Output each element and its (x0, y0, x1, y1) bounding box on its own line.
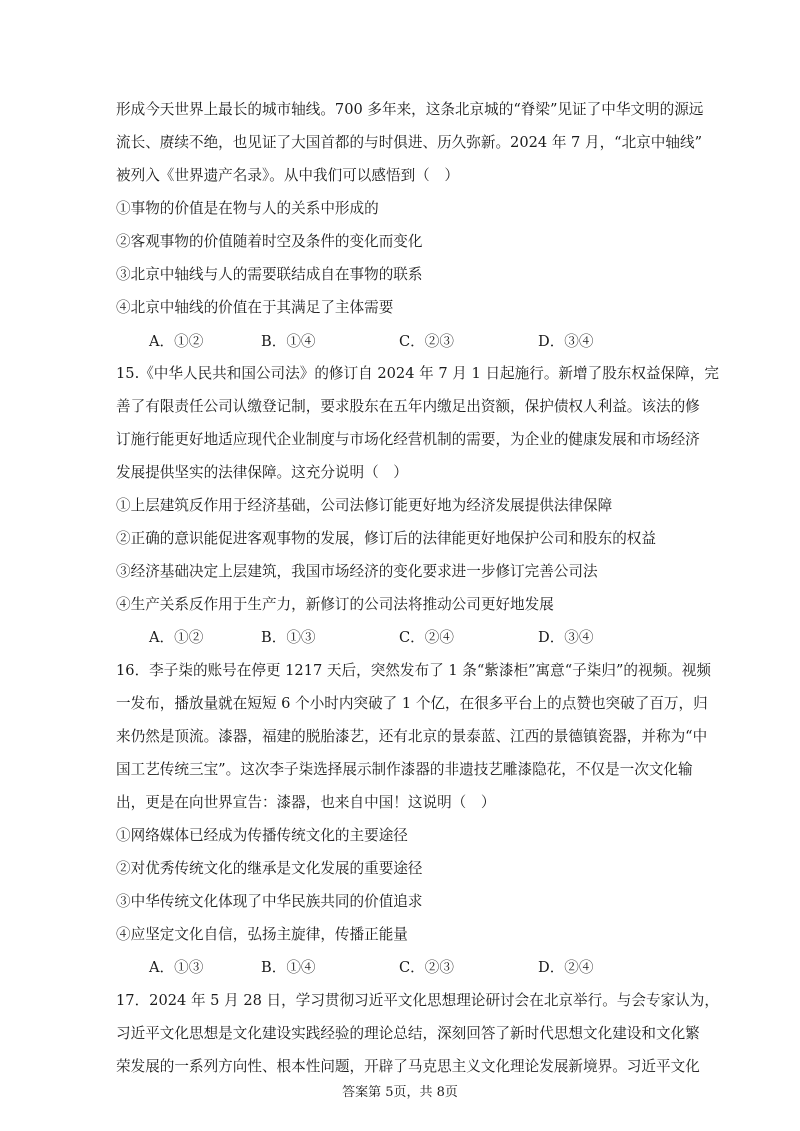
q16-line-5: 出，更是在向世界宣告：漆器，也来自中国！这说明（ ） (116, 794, 496, 811)
q14-statement-2: ②客观事物的价值随着时空及条件的变化而变化 (116, 233, 423, 250)
q16-statement-3: ③中华传统文化体现了中华民族共同的价值追求 (116, 893, 423, 910)
q15-option-c: C．②④ (399, 629, 454, 646)
q16-option-c: C．②③ (399, 959, 454, 976)
q15-line-1: 15.《中华人民共和国公司法》的修订自 2024 年 7 月 1 日起施行。新增了股东权益保障，完 (116, 365, 719, 382)
q16-option-d: D．②④ (538, 959, 594, 976)
page-footer: 答案第 5页，共 8页 (342, 1085, 458, 1100)
q14-line-2: 流长、赓续不绝，也见证了大国首都的与时俱进、历久弥新。2024 年 7 月，“北京中轴线” (116, 134, 703, 151)
q14-statement-4: ④北京中轴线的价值在于其满足了主体需要 (116, 299, 394, 316)
q14-option-a: A．①② (149, 333, 204, 350)
q17-line-2: 习近平文化思想是文化建设实践经验的理论总结，深刻回答了新时代思想文化建设和文化繁 (116, 1025, 700, 1042)
q14-option-b: B．①④ (261, 333, 316, 350)
q15-statement-2: ②正确的意识能促进客观事物的发展，修订后的法律能更好地保护公司和股东的权益 (116, 530, 656, 547)
q14-option-d: D．③④ (538, 333, 594, 350)
q16-line-3: 来仍然是顶流。漆器，福建的脱胎漆艺，还有北京的景泰蓝、江西的景德镇瓷器，并称为“中 (116, 728, 708, 745)
q14-statement-1: ①事物的价值是在物与人的关系中形成的 (116, 200, 379, 217)
q15-statement-3: ③经济基础决定上层建筑，我国市场经济的变化要求进一步修订完善公司法 (116, 563, 598, 580)
q15-line-2: 善了有限责任公司认缴登记制，要求股东在五年内缴足出资额，保护债权人利益。该法的修 (116, 398, 700, 415)
q14-line-1: 形成今天世界上最长的城市轴线。700 多年来，这条北京城的“脊梁”见证了中华文明的源远 (116, 101, 704, 118)
q15-statement-1: ①上层建筑反作用于经济基础，公司法修订能更好地为经济发展提供法律保障 (116, 497, 613, 514)
q14-statement-3: ③北京中轴线与人的需要联结成自在事物的联系 (116, 266, 423, 283)
q16-option-a: A．①③ (149, 959, 204, 976)
q15-line-3: 订施行能更好地适应现代企业制度与市场化经营机制的需要，为企业的健康发展和市场经济 (116, 431, 700, 448)
q16-line-4: 国工艺传统三宝”。这次李子柒选择展示制作漆器的非遗技艺雕漆隐花，不仅是一次文化输 (116, 761, 693, 778)
q15-option-a: A．①② (149, 629, 204, 646)
q15-option-d: D．③④ (538, 629, 594, 646)
q16-statement-4: ④应坚定文化自信，弘扬主旋律，传播正能量 (116, 926, 408, 943)
q17-line-1: 17．2024 年 5 月 28 日，学习贯彻习近平文化思想理论研讨会在北京举行。与会专家认为， (116, 992, 719, 1009)
q16-option-b: B．①④ (261, 959, 316, 976)
q16-statement-2: ②对优秀传统文化的继承是文化发展的重要途径 (116, 860, 423, 877)
q16-line-1: 16．李子柒的账号在停更 1217 天后，突然发布了 1 条“紫漆柜”寓意“子柒归”的视频。视频 (116, 662, 711, 679)
q16-line-2: 一发布，播放量就在短短 6 个小时内突破了 1 个亿，在很多平台上的点赞也突破了百万，归 (116, 695, 708, 712)
q14-line-3: 被列入《世界遗产名录》。从中我们可以感悟到（ ） (116, 167, 459, 184)
q15-option-b: B．①③ (261, 629, 316, 646)
q15-statement-4: ④生产关系反作用于生产力，新修订的公司法将推动公司更好地发展 (116, 596, 554, 613)
q14-option-c: C．②③ (399, 333, 454, 350)
q15-line-4: 发展提供坚实的法律保障。这充分说明（ ） (116, 464, 408, 481)
q16-statement-1: ①网络媒体已经成为传播传统文化的主要途径 (116, 827, 408, 844)
q17-line-3: 荣发展的一系列方向性、根本性问题，开辟了马克思主义文化理论发展新境界。习近平文化 (116, 1058, 700, 1075)
